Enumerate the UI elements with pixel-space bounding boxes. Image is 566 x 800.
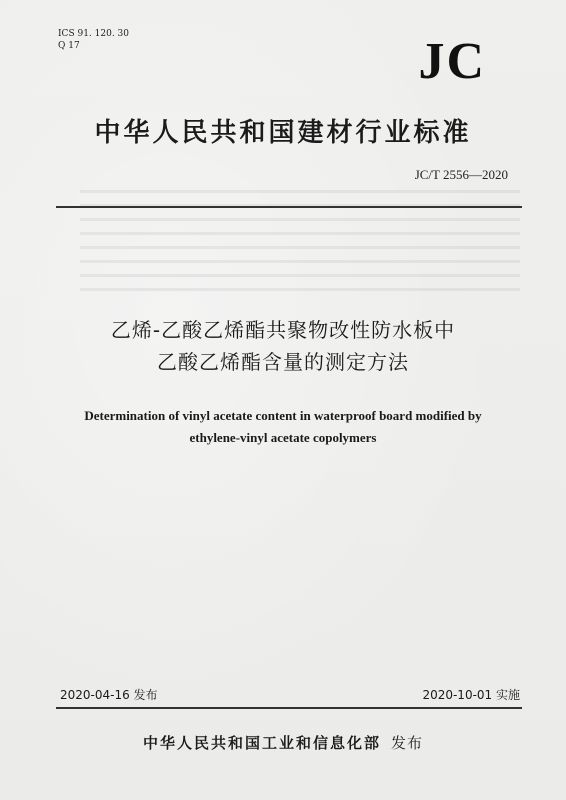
footer-divider [56, 707, 522, 709]
chinese-title-line-1: 乙烯-乙酸乙烯酯共聚物改性防水板中 [110, 318, 456, 342]
standard-number: JC/T 2556—2020 [414, 167, 508, 182]
english-title [0, 405, 566, 449]
issuer-line [0, 732, 566, 753]
chinese-title-line-2: 乙酸乙烯酯含量的测定方法 [157, 350, 409, 374]
classification-codes [58, 28, 129, 52]
issuing-organization: 中华人民共和国工业和信息化部 [142, 734, 381, 752]
chinese-title [0, 314, 566, 378]
standard-category-title: 中华人民共和国建材行业标准 [94, 118, 472, 148]
issue-date: 2020-04-16 发布 [60, 688, 158, 702]
issue-action: 发布 [391, 734, 424, 752]
english-title-line-1: Determination of vinyl acetate content in waterproof board modified by [84, 408, 482, 423]
header-divider [56, 206, 522, 208]
ccs-code: Q 17 [58, 41, 80, 51]
english-title-line-2: ethylene-vinyl acetate copolymers [189, 430, 377, 445]
ics-code: ICS 91. 120. 30 [58, 29, 129, 39]
implementation-date: 2020-10-01 实施 [422, 688, 520, 702]
jc-logo: JC [418, 33, 486, 90]
